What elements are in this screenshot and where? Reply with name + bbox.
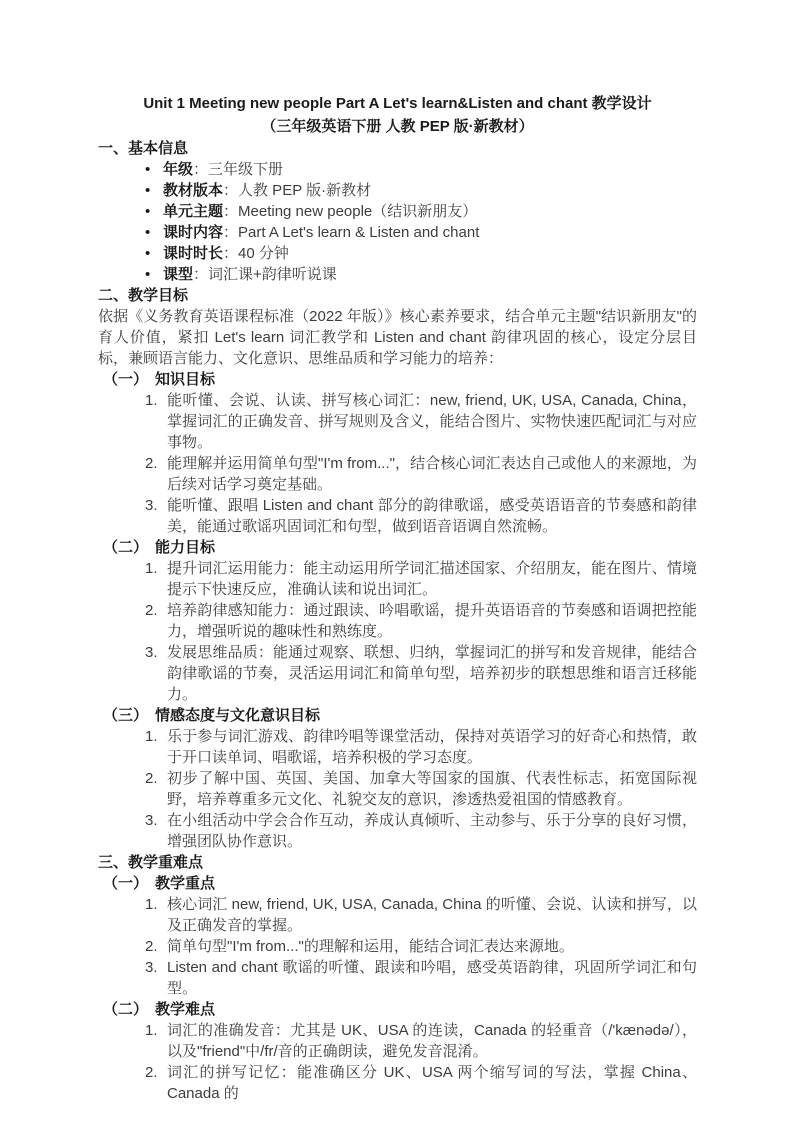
item-text: 词汇的准确发音：尤其是 UK、USA 的连读，Canada 的轻重音（/'kænədə/），以及"friend"中/fr/音的正确朗读，避免发音混淆。 xyxy=(167,1022,697,1060)
item-number: 1. xyxy=(145,392,158,409)
bullet-icon: • xyxy=(145,203,151,220)
info-label: 年级 xyxy=(163,161,194,178)
info-label: 单元主题 xyxy=(163,203,224,220)
subheading-marker: （一） xyxy=(103,875,149,892)
subheading-marker: （一） xyxy=(103,371,149,388)
subheading-title: 教学重点 xyxy=(155,875,216,892)
item-number: 3. xyxy=(145,812,158,829)
list-item xyxy=(98,936,697,957)
list-item xyxy=(98,243,697,264)
bullet-icon: • xyxy=(145,182,151,199)
list-item xyxy=(98,642,697,705)
list-item xyxy=(98,453,697,495)
ability-list xyxy=(98,558,697,705)
info-value: ：三年级下册 xyxy=(193,161,284,178)
basic-info-list xyxy=(98,159,697,285)
item-text: 培养韵律感知能力：通过跟读、吟唱歌谣，提升英语语音的节奏感和语调把控能力，增强听说的趣味性和熟练度。 xyxy=(167,602,697,640)
list-item xyxy=(98,495,697,537)
item-text: 发展思维品质：能通过观察、联想、归纳，掌握词汇的拼写和发音规律，能结合韵律歌谣的节奏，灵活运用词汇和简单句型，培养初步的联想思维和语言迁移能力。 xyxy=(167,644,697,703)
list-item xyxy=(98,894,697,936)
subheading-focus xyxy=(98,873,697,894)
info-label: 课时内容 xyxy=(163,224,224,241)
item-number: 2. xyxy=(145,602,158,619)
focus-list xyxy=(98,894,697,999)
section-heading-objectives: 二、教学目标 xyxy=(98,287,189,304)
list-item xyxy=(98,1062,697,1104)
info-value: ：Meeting new people（结识新朋友） xyxy=(223,203,478,220)
list-item xyxy=(98,264,697,285)
item-text: 核心词汇 new, friend, UK, USA, Canada, China 的听懂、会说、认读和拼写，以及正确发音的掌握。 xyxy=(167,896,697,934)
subheading-knowledge xyxy=(98,369,697,390)
list-item xyxy=(98,726,697,768)
info-label: 课型 xyxy=(163,266,194,283)
item-text: 乐于参与词汇游戏、韵律吟唱等课堂活动，保持对英语学习的好奇心和热情，敢于开口读单词、唱歌谣，培养积极的学习态度。 xyxy=(167,728,697,766)
info-label: 教材版本 xyxy=(163,182,224,199)
list-item xyxy=(98,180,697,201)
item-number: 1. xyxy=(145,1022,158,1039)
subheading-title: 能力目标 xyxy=(155,539,216,556)
list-item xyxy=(98,159,697,180)
doc-subtitle: （三年级英语下册 人教 PEP 版·新教材） xyxy=(261,118,534,135)
knowledge-list xyxy=(98,390,697,537)
item-number: 3. xyxy=(145,959,158,976)
item-number: 2. xyxy=(145,1064,158,1081)
list-item xyxy=(98,222,697,243)
bullet-icon: • xyxy=(145,266,151,283)
item-text: 初步了解中国、英国、美国、加拿大等国家的国旗、代表性标志，拓宽国际视野，培养尊重多元文化、礼貌交友的意识，渗透热爱祖国的情感教育。 xyxy=(167,770,697,808)
doc-title: Unit 1 Meeting new people Part A Let's learn&Listen and chant 教学设计 xyxy=(143,95,652,112)
subheading-title: 知识目标 xyxy=(155,371,216,388)
list-item xyxy=(98,390,697,453)
info-label: 课时时长 xyxy=(163,245,224,262)
subheading-affective xyxy=(98,705,697,726)
info-value: ：40 分钟 xyxy=(223,245,289,262)
subheading-marker: （三） xyxy=(103,707,149,724)
bullet-icon: • xyxy=(145,161,151,178)
subheading-marker: （二） xyxy=(103,539,149,556)
item-number: 3. xyxy=(145,644,158,661)
list-item xyxy=(98,1020,697,1062)
item-text: 在小组活动中学会合作互动，养成认真倾听、主动参与、乐于分享的良好习惯，增强团队协作意识。 xyxy=(167,812,697,850)
subheading-difficulty xyxy=(98,999,697,1020)
bullet-icon: • xyxy=(145,224,151,241)
item-number: 2. xyxy=(145,455,158,472)
item-text: 能听懂、会说、认读、拼写核心词汇：new, friend, UK, USA, Canada, China，掌握词汇的正确发音、拼写规则及含义，能结合图片、实物快速匹配词汇与对应事物。 xyxy=(167,392,697,451)
section-heading-key-points: 三、教学重难点 xyxy=(98,854,204,871)
item-text: Listen and chant 歌谣的听懂、跟读和吟唱，感受英语韵律，巩固所学词汇和句型。 xyxy=(167,959,697,997)
list-item xyxy=(98,558,697,600)
item-text: 词汇的拼写记忆：能准确区分 UK、USA 两个缩写词的写法，掌握 China、Canada 的 xyxy=(167,1064,697,1102)
info-value: ：Part A Let's learn & Listen and chant xyxy=(223,224,480,241)
subheading-marker: （二） xyxy=(103,1001,149,1018)
item-number: 1. xyxy=(145,728,158,745)
item-text: 简单句型"I'm from..."的理解和运用，能结合词汇表达来源地。 xyxy=(167,938,574,955)
item-number: 1. xyxy=(145,560,158,577)
bullet-icon: • xyxy=(145,245,151,262)
subheading-title: 情感态度与文化意识目标 xyxy=(155,707,321,724)
item-number: 1. xyxy=(145,896,158,913)
section-heading-basic-info: 一、基本信息 xyxy=(98,140,189,157)
info-value: ：人教 PEP 版·新教材 xyxy=(223,182,372,199)
subheading-title: 教学难点 xyxy=(155,1001,216,1018)
list-item xyxy=(98,768,697,810)
affective-list xyxy=(98,726,697,852)
objectives-intro: 依据《义务教育英语课程标准（2022 年版）》核心素养要求，结合单元主题"结识新朋友"的育人价值，紧扣 Let's learn 词汇教学和 Listen and chant 韵律巩固的核心，设定分层目标，兼顾语言能力、文化意识、思维品质和学习能力的培养： xyxy=(98,308,697,367)
item-text: 能理解并运用简单句型"I'm from..."，结合核心词汇表达自己或他人的来源地，为后续对话学习奠定基础。 xyxy=(167,455,697,493)
list-item xyxy=(98,957,697,999)
item-number: 2. xyxy=(145,770,158,787)
list-item xyxy=(98,600,697,642)
list-item xyxy=(98,201,697,222)
list-item xyxy=(98,810,697,852)
item-number: 2. xyxy=(145,938,158,955)
item-text: 提升词汇运用能力：能主动运用所学词汇描述国家、介绍朋友，能在图片、情境提示下快速反应，准确认读和说出词汇。 xyxy=(167,560,697,598)
info-value: ：词汇课+韵律听说课 xyxy=(193,266,337,283)
item-number: 3. xyxy=(145,497,158,514)
difficulty-list xyxy=(98,1020,697,1104)
item-text: 能听懂、跟唱 Listen and chant 部分的韵律歌谣，感受英语语音的节奏感和韵律美，能通过歌谣巩固词汇和句型，做到语音语调自然流畅。 xyxy=(167,497,697,535)
subheading-ability xyxy=(98,537,697,558)
